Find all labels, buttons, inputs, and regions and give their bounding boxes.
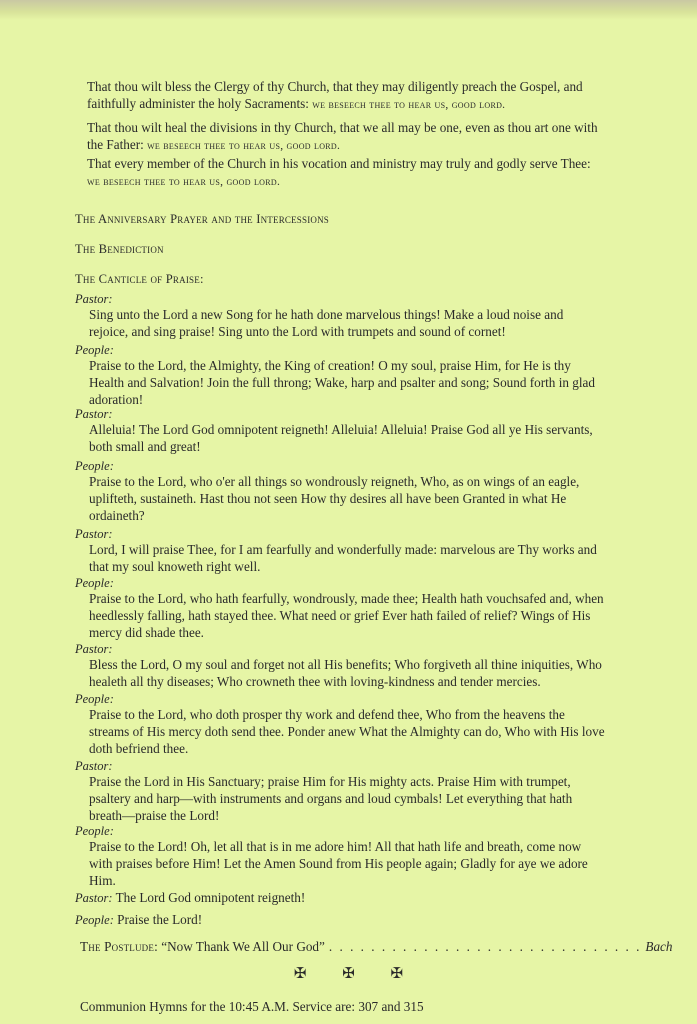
postlude-composer: Bach [645, 939, 673, 954]
canticle-text: Sing unto the Lord a new Song for he hath done marvelous things! Make a loud noise and rejoice, and sing praise! Sing unto the Lord with trumpets and sound of cornet! [89, 307, 564, 339]
petition-clergy [87, 78, 607, 114]
closing-pastor [75, 889, 305, 906]
speaker-label: People: [75, 343, 114, 357]
canticle-text: Praise to the Lord, who o'er all things so wondrously reigneth, Who, as on wings of an eagle, uplifteth, sustaineth. Hast thou not seen How thy desires all have been Granted in what He ordaineth? [89, 474, 580, 523]
canticle-pastor-5 [75, 759, 605, 824]
speaker-label: People: [75, 576, 114, 590]
speaker-label: Pastor: [75, 759, 113, 773]
canticle-text: Praise to the Lord, the Almighty, the King of creation! O my soul, praise Him, for He is thy Health and Salvation! Join the full throng; Wake, harp and psalter and song; Sound forth in glad adoration! [89, 358, 595, 407]
speaker-label: Pastor: [75, 642, 113, 656]
petition-text: That thou wilt bless the Clergy of thy Church, that they may diligently preach the Gospel, and faithfully administer the holy Sacraments: [87, 79, 583, 111]
cross-ornaments [0, 966, 697, 983]
cross-icon: ✠ [342, 966, 355, 982]
speaker-label: Pastor: [75, 891, 113, 905]
canticle-pastor-2 [75, 407, 605, 455]
petition-divisions [87, 119, 607, 155]
canticle-text: Alleluia! The Lord God omnipotent reigneth! Alleluia! Alleluia! Praise God all ye His servants, both small and great! [89, 422, 593, 454]
petition-response: we beseech thee to hear us, good lord. [147, 140, 341, 152]
petition-text: That every member of the Church in his vocation and ministry may truly and godly serve Thee: [87, 156, 591, 171]
postlude-title: “Now Thank We All Our God” [161, 939, 325, 954]
canticle-pastor-1 [75, 292, 605, 340]
canticle-text: Lord, I will praise Thee, for I am fearfully and wonderfully made: marvelous are Thy works and that my soul knoweth right well. [89, 542, 597, 574]
speaker-label: Pastor: [75, 407, 113, 421]
petition-members [87, 155, 607, 191]
petition-response: we beseech thee to hear us, good lord. [312, 99, 506, 111]
canticle-text: Bless the Lord, O my soul and forget not all His benefits; Who forgiveth all thine iniquities, Who healeth all thy diseases; Who crowneth thee with loving-kindness and tender mercies. [89, 657, 602, 689]
speaker-label: People: [75, 913, 114, 927]
cross-icon: ✠ [390, 966, 404, 982]
heading-anniversary: The Anniversary Prayer and the Intercessions [75, 212, 330, 226]
speaker-label: Pastor: [75, 527, 113, 541]
closing-people [75, 911, 202, 928]
canticle-people-3 [75, 576, 605, 641]
canticle-text: Praise to the Lord, who hath fearfully, wondrously, made thee; Health hath vouchsafed and, when heedlessly falling, hath stayed thee. What need or grief Ever hath failed of relief? Wings of His mercy did shade thee. [89, 591, 604, 640]
canticle-people-4 [75, 692, 605, 757]
closing-text: The Lord God omnipotent reigneth! [115, 890, 306, 905]
canticle-people-5 [75, 824, 605, 889]
speaker-label: Pastor: [75, 292, 113, 306]
postlude-label: The Postlude: [80, 939, 158, 954]
canticle-text: Praise the Lord in His Sanctuary; praise Him for His mighty acts. Praise Him with trumpet, psaltery and harp—with instruments and organs and loud cymbals! Let everything that hath breath—praise the Lord! [89, 774, 573, 823]
communion-hymns-note: Communion Hymns for the 10:45 A.M. Service are: 307 and 315 [80, 999, 424, 1014]
canticle-text: Praise to the Lord, who doth prosper thy work and defend thee, Who from the heavens the streams of His mercy doth send thee. Ponder anew What the Almighty can do, Who with His love doth befriend thee. [89, 707, 605, 756]
canticle-people-2 [75, 459, 605, 524]
petition-text: That thou wilt heal the divisions in thy Church, that we all may be one, even as thou art one with the Father: [87, 120, 598, 152]
canticle-pastor-4 [75, 642, 605, 690]
canticle-text: Praise to the Lord! Oh, let all that is in me adore him! All that hath life and breath, come now with praises before Him! Let the Amen Sound from His people again; Gladly for aye we adore Him. [89, 839, 588, 888]
heading-canticle: The Canticle of Praise: [75, 272, 204, 286]
speaker-label: People: [75, 459, 114, 473]
cross-icon: ✠ [293, 966, 307, 982]
heading-benediction: The Benediction [75, 242, 164, 256]
canticle-people-1 [75, 343, 605, 408]
postlude-line [80, 938, 673, 955]
petition-response: we beseech thee to hear us, good lord. [87, 176, 281, 188]
speaker-label: People: [75, 824, 114, 838]
closing-text: Praise the Lord! [117, 912, 203, 927]
leader-dots: . . . . . . . . . . . . . . . . . . . . . . . . . . . . . . [328, 939, 642, 954]
speaker-label: People: [75, 692, 114, 706]
canticle-pastor-3 [75, 527, 605, 575]
